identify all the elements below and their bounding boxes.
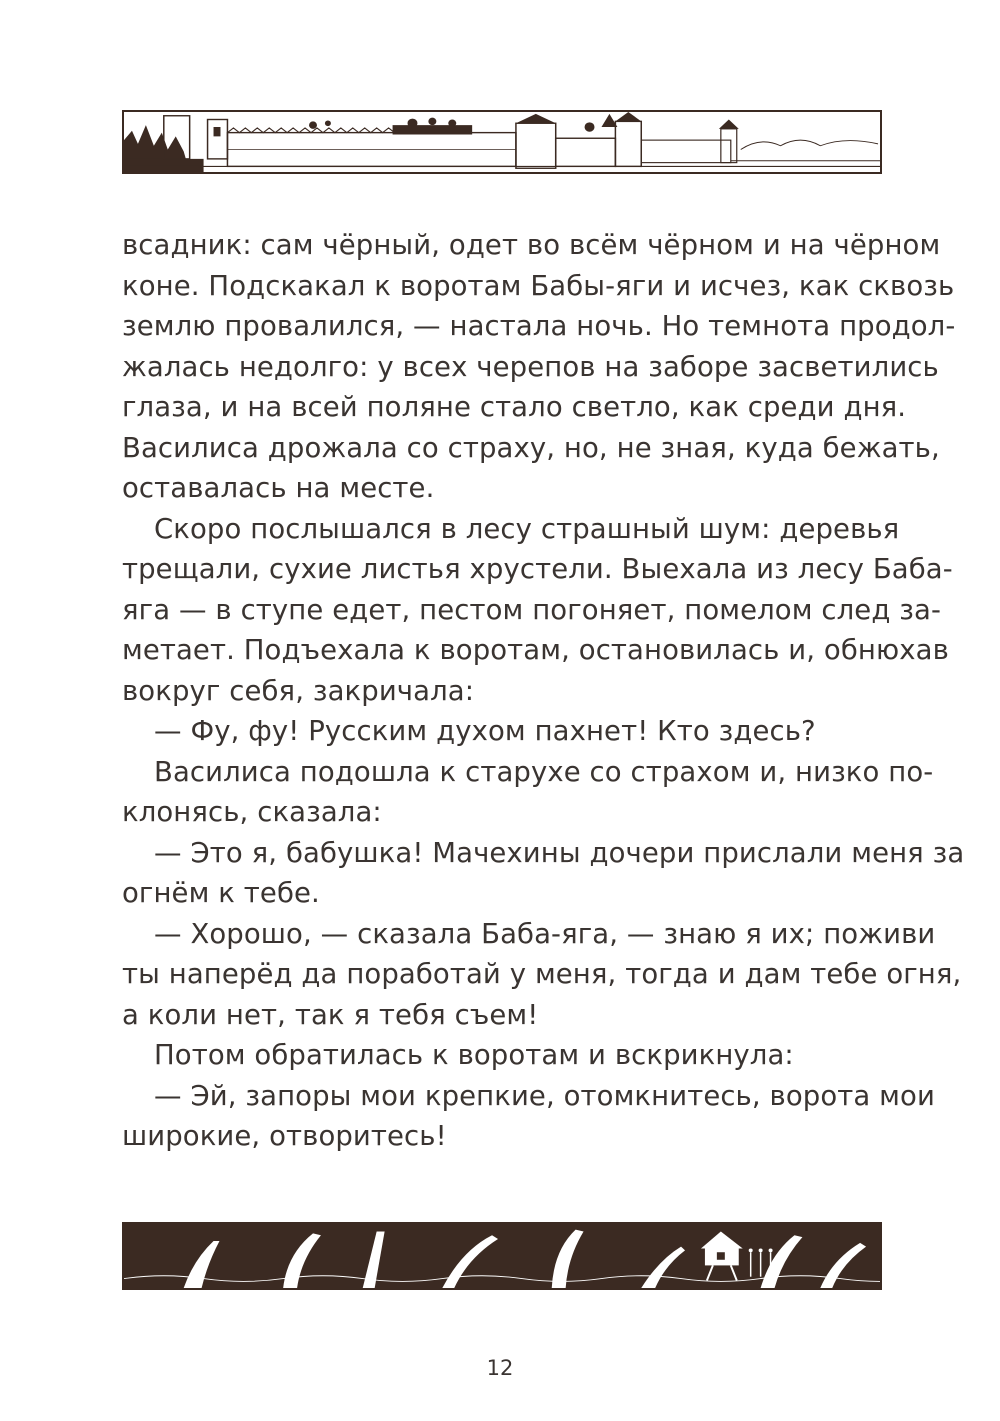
text-line: глаза, и на всей поляне стало светло, как среди дня. bbox=[122, 391, 907, 423]
text-line: широкие, отворитесь! bbox=[122, 1120, 447, 1152]
text-line: Потом обратилась к воротам и вскрикнула: bbox=[154, 1039, 794, 1071]
text-line: всадник: сам чёрный, одет во всём чёрном и на чёрном bbox=[122, 229, 941, 261]
text-line: — Эй, запоры мои крепкие, отомкнитесь, ворота мои bbox=[154, 1079, 935, 1112]
text-line: Василиса дрожала со страху, но, не зная, куда бежать, bbox=[122, 431, 940, 464]
text-line: оставалась на месте. bbox=[122, 472, 435, 504]
text-line: вокруг себя, закричала: bbox=[122, 674, 475, 707]
text-line: ты наперёд да поработай у меня, тогда и дам тебе огня, bbox=[122, 958, 962, 990]
forest-hut-illustration bbox=[122, 1222, 882, 1290]
text-line: клонясь, сказала: bbox=[122, 796, 382, 828]
text-line: Василиса подошла к старухе со страхом и, низко по- bbox=[154, 755, 934, 788]
text-line: огнём к тебе. bbox=[122, 877, 320, 909]
text-line: — Это я, бабушка! Мачехины дочери прислали меня за bbox=[154, 836, 965, 869]
page-number: 12 bbox=[486, 1356, 514, 1380]
text-line: жалась недолго: у всех черепов на заборе засветились bbox=[122, 350, 939, 383]
text-line: — Фу, фу! Русским духом пахнет! Кто здесь? bbox=[154, 715, 816, 747]
text-line: трещали, сухие листья хрустели. Выехала из лесу Баба- bbox=[122, 553, 953, 585]
text-line: Скоро послышался в лесу страшный шум: деревья bbox=[154, 512, 900, 545]
kremlin-panorama-drawing bbox=[124, 112, 880, 172]
text-line: метает. Подъехала к воротам, остановилась и, обнюхав bbox=[122, 634, 949, 666]
text-line: землю провалился, — настала ночь. Но темнота продол- bbox=[122, 310, 956, 342]
text-line: а коли нет, так я тебя съем! bbox=[122, 998, 539, 1031]
text-line: — Хорошо, — сказала Баба-яга, — знаю я их; поживи bbox=[154, 917, 936, 950]
forest-hut-drawing bbox=[124, 1224, 880, 1288]
kremlin-panorama-illustration bbox=[122, 110, 882, 174]
text-line: яга — в ступе едет, пестом погоняет, помелом след за- bbox=[122, 593, 941, 626]
body-text bbox=[122, 225, 965, 1157]
text-line: коне. Подскакал к воротам Бабы-яги и исчез, как сквозь bbox=[122, 269, 955, 302]
